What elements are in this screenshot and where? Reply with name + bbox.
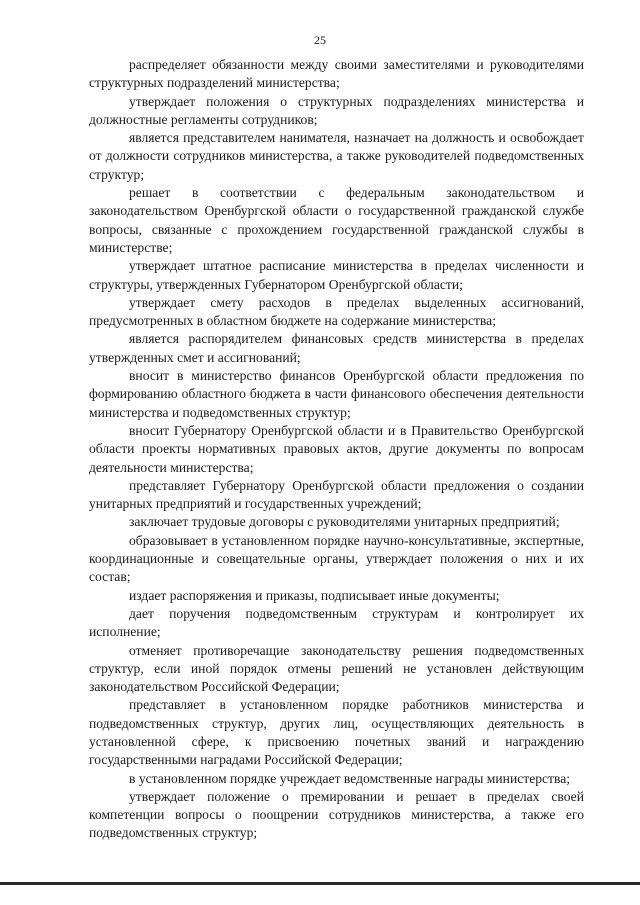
document-body	[89, 56, 584, 843]
paragraph: издает распоряжения и приказы, подписывает иные документы;	[129, 587, 500, 603]
paragraph: утверждает смету расходов в пределах выделенных ассигнований, предусмотренных в областном бюджете на содержание министерства;	[89, 294, 584, 329]
paragraph: является представителем нанимателя, назначает на должность и освобождает от должности сотрудников министерства, а также руководителей подведомственных структур;	[89, 130, 584, 182]
paragraph: дает поручения подведомственным структурам и контролирует их исполнение;	[89, 605, 584, 640]
page-number: 25	[314, 33, 326, 47]
paragraph: утверждает положения о структурных подразделениях министерства и должностные регламенты сотрудников;	[89, 93, 584, 127]
paragraph: является распорядителем финансовых средств министерства в пределах утвержденных смет и ассигнований;	[89, 331, 584, 365]
paragraph: вносит в министерство финансов Оренбургской области предложения по формированию областного бюджета в части финансового обеспечения деятельности министерства и подведомственных структур;	[89, 368, 584, 420]
paragraph: представляет в установленном порядке работников министерства и подведомственных структур, других лиц, осуществляющих деятельность в установленной сфере, к присвоению почетных званий и награждению государственными наградами Российской Федерации;	[89, 697, 584, 768]
paragraph: заключает трудовые договоры с руководителями унитарных предприятий;	[129, 514, 560, 530]
paragraph: распределяет обязанности между своими заместителями и руководителями структурных подразделений министерства;	[89, 57, 584, 91]
bottom-border-line	[0, 882, 640, 885]
paragraph: представляет Губернатору Оренбургской области предложения о создании унитарных предприятий и государственных учреждений;	[89, 477, 584, 512]
paragraph: утверждает штатное расписание министерства в пределах численности и структуры, утвержденных Губернатором Оренбургской области;	[89, 258, 584, 292]
paragraph: образовывает в установленном порядке научно-консультативные, экспертные, координационные и совещательные органы, утверждает положения о них и их состав;	[89, 532, 584, 585]
paragraph: отменяет противоречащие законодательству решения подведомственных структур, если иной порядок отмены решений не установлен действующим законодательством Российской Федерации;	[89, 642, 584, 695]
paragraph: решает в соответствии с федеральным законодательством и законодательством Оренбургской области о государственной гражданской службе вопросы, связанные с прохождением государственной гражданской службы в министерстве;	[89, 185, 584, 255]
paragraph: вносит Губернатору Оренбургской области и в Правительство Оренбургской области проекты нормативных правовых актов, другие документы по вопросам деятельности министерства;	[89, 422, 584, 475]
paragraph: в установленном порядке учреждает ведомственные награды министерства;	[129, 770, 571, 786]
paragraph: утверждает положение о премировании и решает в пределах своей компетенции вопросы о поощрении сотрудников министерства, а также его подведомственных структур;	[89, 788, 584, 841]
